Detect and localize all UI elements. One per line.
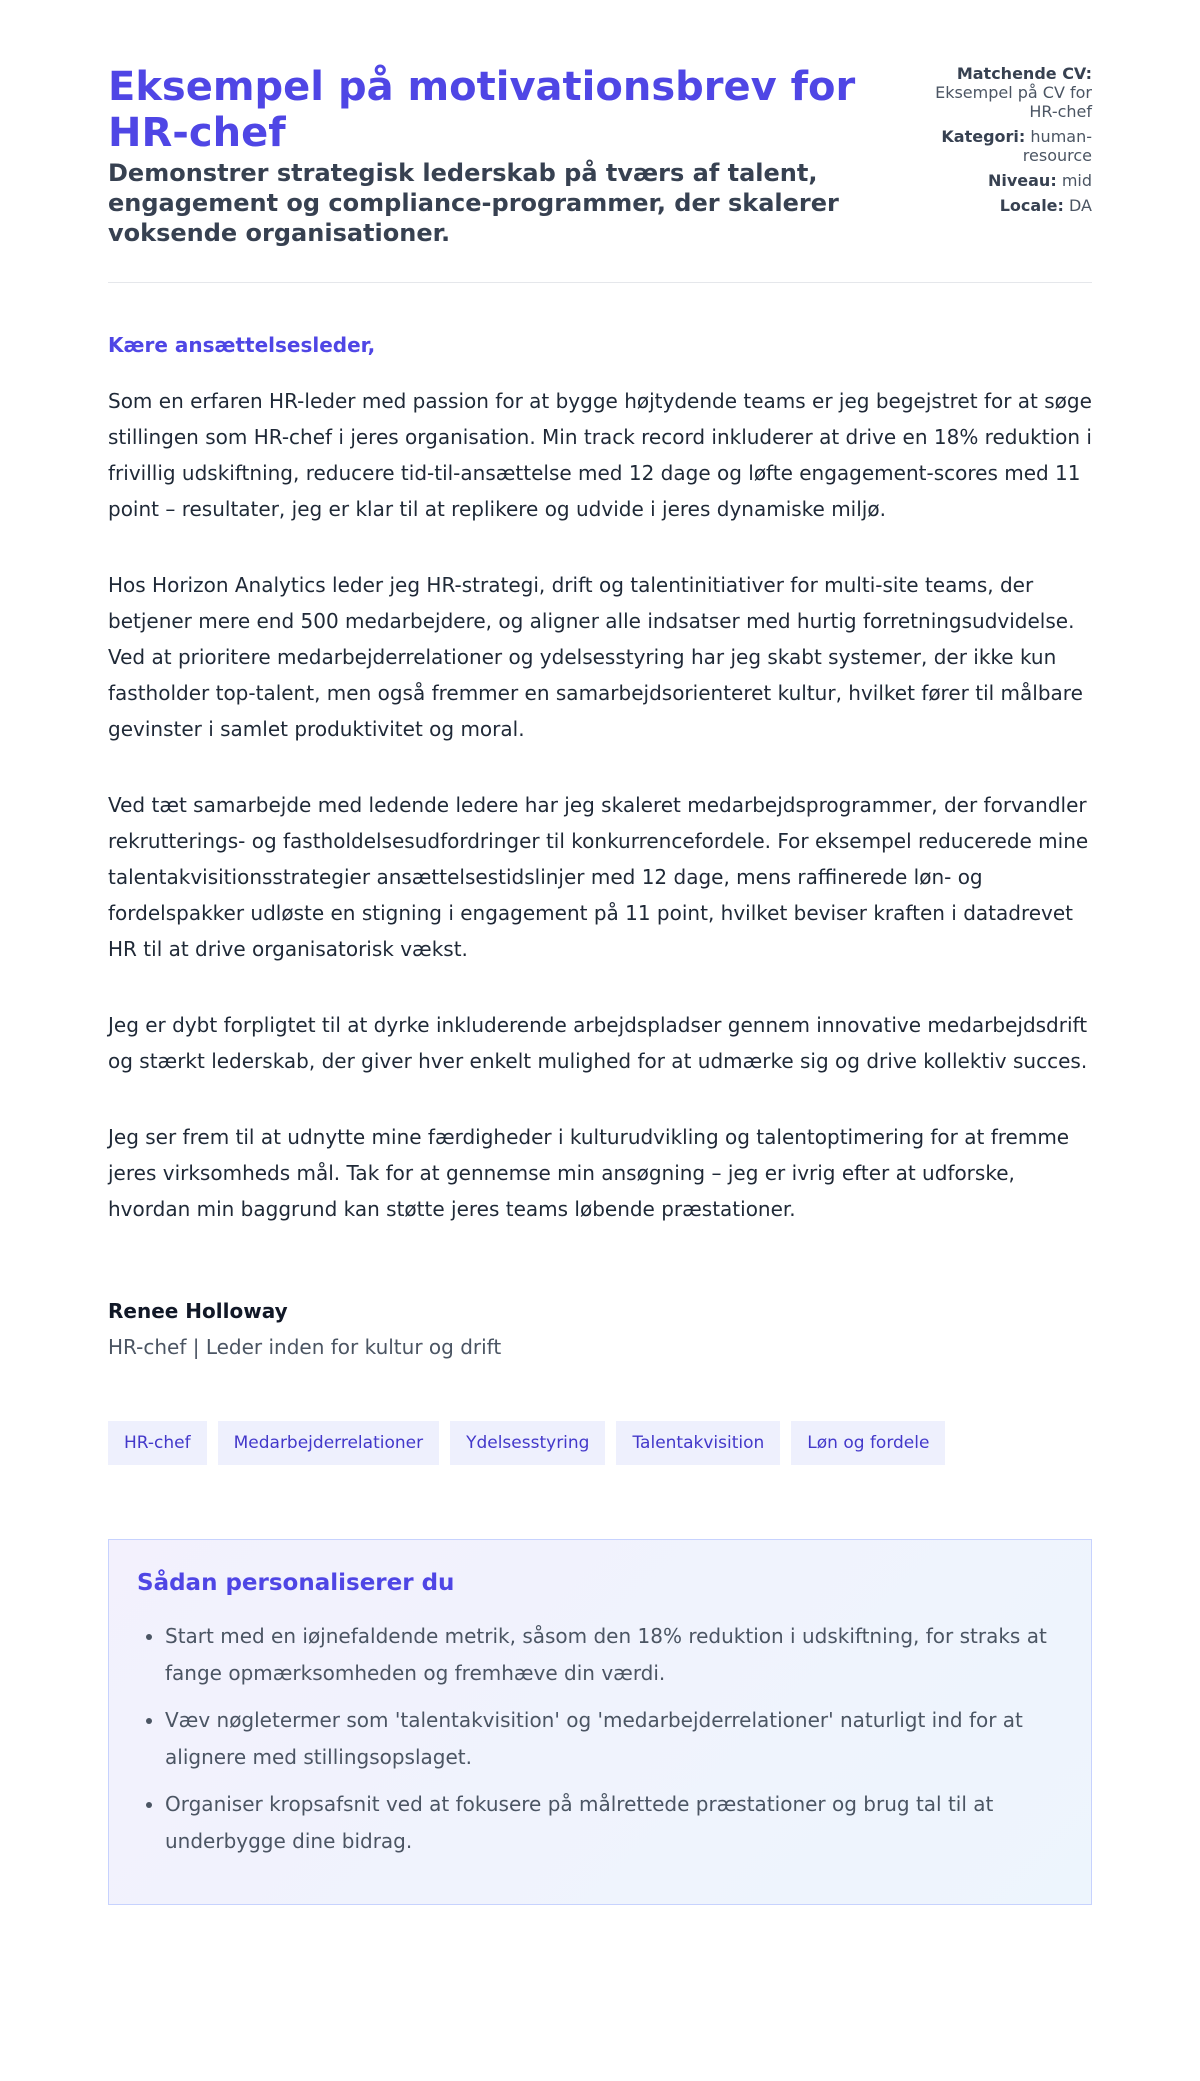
letter-greeting: Kære ansættelsesleder, (108, 333, 376, 357)
meta-category: Kategori: human-resource (941, 127, 1092, 165)
tag: Løn og fordele (791, 1421, 945, 1465)
tag: HR-chef (108, 1421, 207, 1465)
matching-cv-link[interactable]: Eksempel på CV for HR-chef (935, 83, 1092, 121)
tip-item: • Organiser kropsafsnit ved at fokusere på målrettede præstationer og brug tal til at underbygge dine bidrag. (165, 1786, 1063, 1860)
meta-locale: Locale: DA (999, 196, 1092, 215)
tip-item: • Væv nøgletermer som 'talentakvisition' og 'medarbejderrelationer' naturligt ind for at alignere med stillingsopslaget. (165, 1702, 1063, 1776)
tips-title: Sådan personaliserer du (137, 1570, 455, 1596)
tag-list (108, 1421, 1092, 1465)
letter-paragraph: Som en erfaren HR-leder med passion for at bygge højtydende teams er jeg begejstret for at søge stillingen som HR-chef i jeres organisation. Min track record inkluderer at drive en 18% reduktion i frivillig udskiftning, reducere tid-til-ansættelse med 12 dage og løfte engagement-scores med 11 point – resultater, jeg er klar til at replikere og udvide i jeres dynamiske miljø. (108, 389, 1092, 521)
tag: Medarbejderrelationer (218, 1421, 439, 1465)
letter-paragraph: Hos Horizon Analytics leder jeg HR-strategi, drift og talentinitiativer for multi-site teams, der betjener mere end 500 medarbejdere, og aligner alle indsatser med hurtig forretningsudvidelse. Ved at prioritere medarbejderrelationer og ydelsesstyring har jeg skabt systemer, der ikke kun fastholder top-talent, men også fremmer en samarbejdsorienteret kultur, hvilket fører til målbare gevinster i samlet produktivitet og moral. (108, 573, 1083, 741)
page-subtitle: Demonstrer strategisk lederskab på tværs af talent, engagement og compliance-programmer, der skalerer voksende organisationer. (108, 159, 839, 247)
letter-body (108, 383, 1092, 1227)
personalization-tips (108, 1539, 1092, 1905)
tip-item: • Start med en iøjnefaldende metrik, såsom den 18% reduktion i udskiftning, for straks at fange opmærksomheden og fremhæve din værdi. (165, 1618, 1063, 1692)
letter-paragraph: Jeg ser frem til at udnytte mine færdigheder i kulturudvikling og talentoptimering for at fremme jeres virksomheds mål. Tak for at gennemse min ansøgning – jeg er ivrig efter at udforske, hvordan min baggrund kan støtte jeres teams løbende præstationer. (108, 1125, 1070, 1221)
page-header (108, 64, 1092, 283)
letter-paragraph: Ved tæt samarbejde med ledende ledere har jeg skaleret medarbejdsprogrammer, der forvandler rekrutterings- og fastholdelsesudfordringer til konkurrencefordele. For eksempel reducerede mine talentakvisitionsstrategier ansættelsestidslinjer med 12 dage, mens raffinerede løn- og fordelspakker udløste en stigning i engagement på 11 point, hvilket beviser kraften i datadrevet HR til at drive organisatorisk vækst. (108, 793, 1089, 961)
letter-paragraph: Jeg er dybt forpligtet til at dyrke inkluderende arbejdspladser gennem innovative medarbejdsdrift og stærkt lederskab, der giver hver enkelt mulighed for at udmærke sig og drive kollektiv succes. (108, 1013, 1088, 1073)
signature-name: Renee Holloway (108, 1299, 288, 1323)
tips-list (137, 1618, 1063, 1860)
meta-level: Niveau: mid (987, 171, 1092, 190)
tag: Ydelsesstyring (450, 1421, 605, 1465)
signature-role: HR-chef | Leder inden for kultur og drift (108, 1335, 502, 1359)
meta-matching-cv: Matchende CV: Eksempel på CV for HR-chef (935, 64, 1092, 121)
tag: Talentakvisition (616, 1421, 780, 1465)
page-title: Eksempel på motivationsbrev for HR-chef (108, 64, 856, 156)
meta-panel (932, 64, 1092, 221)
